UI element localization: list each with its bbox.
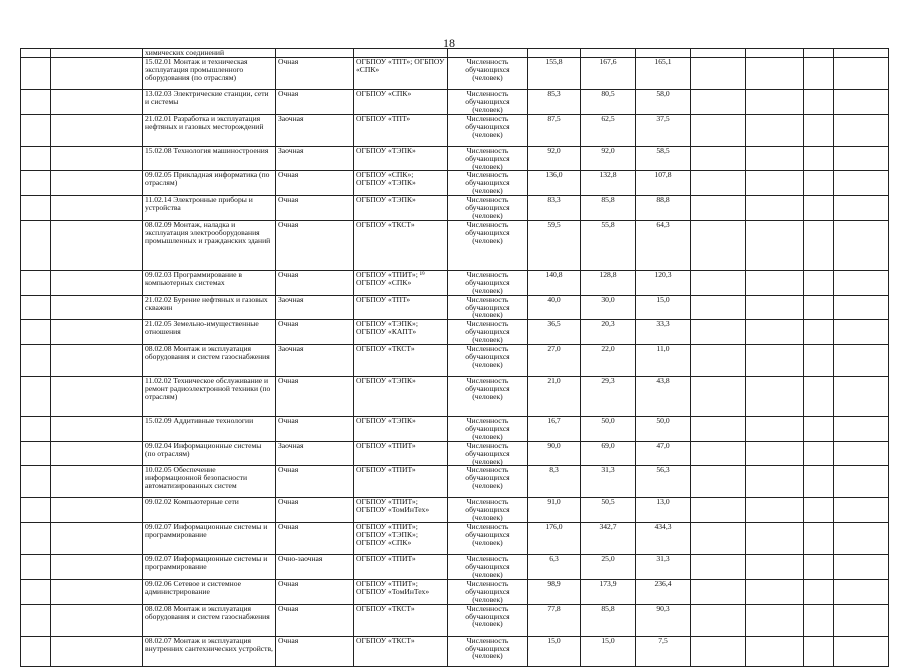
empty-cell bbox=[691, 220, 746, 270]
table-row bbox=[21, 636, 889, 666]
value-cell: 176,0 bbox=[528, 523, 581, 555]
organization-cell: ОГБПОУ «ТКСТ» bbox=[354, 636, 448, 666]
empty-cell bbox=[834, 345, 889, 377]
value-cell: 62,5 bbox=[581, 114, 636, 146]
study-form-cell: Очная bbox=[276, 498, 354, 523]
indicator-cell: Численность обучающихся (человек) bbox=[448, 441, 528, 466]
indicator-cell: Численность обучающихся (человек) bbox=[448, 220, 528, 270]
indicator-cell: Численность обучающихся (человек) bbox=[448, 196, 528, 221]
table-row bbox=[21, 220, 889, 270]
organization-cell: ОГБПОУ «СПК»; ОГБПОУ «ТЭПК» bbox=[354, 171, 448, 196]
value-cell: 6,3 bbox=[528, 555, 581, 580]
study-form-cell: Очная bbox=[276, 320, 354, 345]
empty-cell bbox=[834, 270, 889, 295]
program-name-cell: 21.02.01 Разработка и эксплуатация нефтяных и газовых месторождений bbox=[143, 114, 276, 146]
empty-cell bbox=[804, 417, 834, 442]
empty-cell bbox=[691, 320, 746, 345]
empty-cell bbox=[804, 146, 834, 171]
margin-cell bbox=[21, 90, 51, 115]
margin-cell bbox=[51, 90, 143, 115]
empty-cell bbox=[691, 295, 746, 320]
value-cell: 50,5 bbox=[581, 498, 636, 523]
value-cell: 98,9 bbox=[528, 579, 581, 604]
study-form-cell: Очная bbox=[276, 579, 354, 604]
value-cell: 83,3 bbox=[528, 196, 581, 221]
value-cell: 91,0 bbox=[528, 498, 581, 523]
margin-cell bbox=[51, 345, 143, 377]
margin-cell bbox=[21, 466, 51, 498]
program-name-cell: 11.02.02 Техническое обслуживание и ремонт радиоэлектронной техники (по отраслям) bbox=[143, 377, 276, 417]
empty-cell bbox=[804, 270, 834, 295]
empty-cell bbox=[804, 114, 834, 146]
study-form-cell: Очно-заочная bbox=[276, 555, 354, 580]
margin-cell bbox=[21, 441, 51, 466]
table-row bbox=[21, 320, 889, 345]
empty-cell bbox=[804, 579, 834, 604]
study-form-cell: Заочная bbox=[276, 295, 354, 320]
value-cell: 90,0 bbox=[528, 441, 581, 466]
table-row bbox=[21, 90, 889, 115]
empty-cell bbox=[804, 90, 834, 115]
empty-cell bbox=[691, 498, 746, 523]
empty-cell bbox=[834, 604, 889, 636]
value-cell: 58,0 bbox=[636, 90, 691, 115]
margin-cell bbox=[51, 377, 143, 417]
organization-cell: ОГБПОУ «ТЭПК» bbox=[354, 377, 448, 417]
indicator-cell: Численность обучающихся (человек) bbox=[448, 579, 528, 604]
margin-cell bbox=[21, 295, 51, 320]
empty-cell bbox=[804, 466, 834, 498]
empty-cell bbox=[746, 579, 804, 604]
value-cell: 80,5 bbox=[581, 90, 636, 115]
program-name-cell: 08.02.09 Монтаж, наладка и эксплуатация электрооборудования промышленных и гражданских зданий bbox=[143, 220, 276, 270]
empty-cell bbox=[691, 579, 746, 604]
empty-cell bbox=[746, 345, 804, 377]
empty-cell bbox=[691, 417, 746, 442]
margin-cell bbox=[51, 58, 143, 90]
page-number: 18 bbox=[443, 36, 455, 50]
value-cell: 22,0 bbox=[581, 345, 636, 377]
organization-cell: ОГБПОУ «ТЭПК» bbox=[354, 417, 448, 442]
value-cell: 21,0 bbox=[528, 377, 581, 417]
value-cell: 136,0 bbox=[528, 171, 581, 196]
empty-cell bbox=[746, 555, 804, 580]
value-cell: 40,0 bbox=[528, 295, 581, 320]
empty-cell bbox=[746, 58, 804, 90]
empty-cell bbox=[834, 295, 889, 320]
study-form-cell: Заочная bbox=[276, 441, 354, 466]
organization-cell: ОГБПОУ «ТПТ» bbox=[354, 114, 448, 146]
empty-cell bbox=[746, 171, 804, 196]
margin-cell bbox=[21, 146, 51, 171]
empty-cell bbox=[691, 58, 746, 90]
program-name-cell: химических соединений bbox=[143, 49, 276, 58]
empty-cell bbox=[834, 377, 889, 417]
margin-cell bbox=[21, 523, 51, 555]
indicator-cell: Численность обучающихся (человек) bbox=[448, 636, 528, 666]
empty-cell bbox=[834, 196, 889, 221]
empty-cell bbox=[804, 295, 834, 320]
margin-cell bbox=[51, 114, 143, 146]
value-cell: 15,0 bbox=[636, 295, 691, 320]
empty-cell bbox=[804, 196, 834, 221]
organization-cell: ОГБПОУ «ТПТ»; ОГБПОУ «СПК» bbox=[354, 58, 448, 90]
value-cell: 85,8 bbox=[581, 196, 636, 221]
indicator-cell: Численность обучающихся (человек) bbox=[448, 417, 528, 442]
value-cell: 56,3 bbox=[636, 466, 691, 498]
program-name-cell: 08.02.08 Монтаж и эксплуатация оборудования и систем газоснабжения bbox=[143, 604, 276, 636]
organization-cell: ОГБПОУ «ТЭПК» bbox=[354, 146, 448, 171]
empty-cell bbox=[834, 146, 889, 171]
empty-cell bbox=[804, 441, 834, 466]
program-name-cell: 09.02.07 Информационные системы и программирование bbox=[143, 555, 276, 580]
value-cell: 69,0 bbox=[581, 441, 636, 466]
margin-cell bbox=[51, 270, 143, 295]
value-cell: 342,7 bbox=[581, 523, 636, 555]
empty-cell bbox=[834, 220, 889, 270]
empty-cell bbox=[834, 58, 889, 90]
empty-cell bbox=[691, 114, 746, 146]
study-form-cell: Очная bbox=[276, 58, 354, 90]
value-cell: 37,5 bbox=[636, 114, 691, 146]
value-cell: 55,8 bbox=[581, 220, 636, 270]
value-cell: 128,8 bbox=[581, 270, 636, 295]
empty-cell bbox=[804, 220, 834, 270]
value-cell: 132,8 bbox=[581, 171, 636, 196]
empty-cell bbox=[691, 196, 746, 221]
empty-cell bbox=[804, 523, 834, 555]
value-cell: 64,3 bbox=[636, 220, 691, 270]
program-name-cell: 21.02.05 Земельно-имущественные отношения bbox=[143, 320, 276, 345]
value-cell: 15,0 bbox=[528, 636, 581, 666]
margin-cell bbox=[21, 345, 51, 377]
value-cell: 31,3 bbox=[581, 466, 636, 498]
empty-cell bbox=[746, 196, 804, 221]
empty-cell bbox=[691, 523, 746, 555]
organization-cell: ОГБПОУ «ТКСТ» bbox=[354, 604, 448, 636]
value-cell: 36,5 bbox=[528, 320, 581, 345]
margin-cell bbox=[51, 196, 143, 221]
indicator-cell: Численность обучающихся (человек) bbox=[448, 320, 528, 345]
empty-cell bbox=[834, 555, 889, 580]
table-row bbox=[21, 604, 889, 636]
table-row bbox=[21, 555, 889, 580]
margin-cell bbox=[21, 555, 51, 580]
empty-cell bbox=[746, 320, 804, 345]
empty-cell bbox=[834, 90, 889, 115]
empty-cell bbox=[746, 498, 804, 523]
empty-cell bbox=[746, 295, 804, 320]
program-name-cell: 09.02.07 Информационные системы и программирование bbox=[143, 523, 276, 555]
margin-cell bbox=[51, 220, 143, 270]
indicator-cell: Численность обучающихся (человек) bbox=[448, 498, 528, 523]
margin-cell bbox=[51, 636, 143, 666]
empty-cell bbox=[746, 466, 804, 498]
value-cell: 173,9 bbox=[581, 579, 636, 604]
empty-cell bbox=[834, 466, 889, 498]
study-form-cell: Очная bbox=[276, 196, 354, 221]
empty-cell bbox=[834, 579, 889, 604]
program-name-cell: 15.02.08 Технология машиностроения bbox=[143, 146, 276, 171]
study-form-cell: Очная bbox=[276, 604, 354, 636]
margin-cell bbox=[21, 196, 51, 221]
empty-cell bbox=[834, 417, 889, 442]
margin-cell bbox=[21, 377, 51, 417]
value-cell: 31,3 bbox=[636, 555, 691, 580]
empty-cell bbox=[804, 320, 834, 345]
table-row bbox=[21, 270, 889, 295]
table-row bbox=[21, 146, 889, 171]
table-row bbox=[21, 417, 889, 442]
empty-cell bbox=[804, 555, 834, 580]
indicator-cell: Численность обучающихся (человек) bbox=[448, 90, 528, 115]
empty-cell bbox=[691, 555, 746, 580]
indicator-cell: Численность обучающихся (человек) bbox=[448, 58, 528, 90]
value-cell: 92,0 bbox=[581, 146, 636, 171]
margin-cell bbox=[51, 146, 143, 171]
value-cell: 27,0 bbox=[528, 345, 581, 377]
empty-cell bbox=[834, 523, 889, 555]
program-name-cell: 10.02.05 Обеспечение информационной безопасности автоматизированных систем bbox=[143, 466, 276, 498]
empty-cell bbox=[691, 604, 746, 636]
empty-cell bbox=[804, 377, 834, 417]
table-row bbox=[21, 49, 889, 58]
organization-cell: ОГБПОУ «ТПИТ»; ¹⁹ ОГБПОУ «СПК» bbox=[354, 270, 448, 295]
empty-cell bbox=[691, 466, 746, 498]
organization-cell: ОГБПОУ «ТПИТ»; ОГБПОУ «ТомИнТех» bbox=[354, 579, 448, 604]
empty-cell bbox=[804, 58, 834, 90]
organization-cell: ОГБПОУ «ТКСТ» bbox=[354, 220, 448, 270]
value-cell: 88,8 bbox=[636, 196, 691, 221]
value-cell: 43,8 bbox=[636, 377, 691, 417]
margin-cell bbox=[21, 114, 51, 146]
program-name-cell: 09.02.04 Информационные системы (по отраслям) bbox=[143, 441, 276, 466]
empty-cell bbox=[834, 320, 889, 345]
organization-cell: ОГБПОУ «ТПИТ»; ОГБПОУ «ТЭПК»; ОГБПОУ «СПК» bbox=[354, 523, 448, 555]
value-cell: 11,0 bbox=[636, 345, 691, 377]
indicator-cell: Численность обучающихся (человек) bbox=[448, 295, 528, 320]
indicator-cell: Численность обучающихся (человек) bbox=[448, 114, 528, 146]
study-form-cell: Очная bbox=[276, 523, 354, 555]
organization-cell: ОГБПОУ «ТПТ» bbox=[354, 295, 448, 320]
empty-cell bbox=[804, 604, 834, 636]
empty-cell bbox=[746, 523, 804, 555]
organization-cell: ОГБПОУ «ТЭПК»; ОГБПОУ «КАПТ» bbox=[354, 320, 448, 345]
indicator-cell: Численность обучающихся (человек) bbox=[448, 555, 528, 580]
programs-table bbox=[20, 48, 889, 667]
value-cell: 47,0 bbox=[636, 441, 691, 466]
empty-cell bbox=[691, 146, 746, 171]
study-form-cell: Очная bbox=[276, 377, 354, 417]
table-row bbox=[21, 114, 889, 146]
empty-cell bbox=[804, 498, 834, 523]
program-name-cell: 21.02.02 Бурение нефтяных и газовых скважин bbox=[143, 295, 276, 320]
table-row bbox=[21, 58, 889, 90]
empty-cell bbox=[691, 270, 746, 295]
program-name-cell: 09.02.06 Сетевое и системное администрирование bbox=[143, 579, 276, 604]
empty-cell bbox=[834, 171, 889, 196]
study-form-cell: Заочная bbox=[276, 114, 354, 146]
margin-cell bbox=[21, 320, 51, 345]
indicator-cell: Численность обучающихся (человек) bbox=[448, 270, 528, 295]
margin-cell bbox=[51, 498, 143, 523]
value-cell: 92,0 bbox=[528, 146, 581, 171]
value-cell: 87,5 bbox=[528, 114, 581, 146]
study-form-cell: Очная bbox=[276, 220, 354, 270]
empty-cell bbox=[804, 171, 834, 196]
value-cell: 59,5 bbox=[528, 220, 581, 270]
organization-cell: ОГБПОУ «ТКСТ» bbox=[354, 345, 448, 377]
study-form-cell: Очная bbox=[276, 90, 354, 115]
study-form-cell: Очная bbox=[276, 466, 354, 498]
table-row bbox=[21, 171, 889, 196]
margin-cell bbox=[51, 441, 143, 466]
value-cell: 90,3 bbox=[636, 604, 691, 636]
empty-cell bbox=[691, 90, 746, 115]
empty-cell bbox=[746, 604, 804, 636]
margin-cell bbox=[51, 466, 143, 498]
value-cell: 85,8 bbox=[581, 604, 636, 636]
empty-cell bbox=[746, 90, 804, 115]
empty-cell bbox=[834, 114, 889, 146]
margin-cell bbox=[21, 270, 51, 295]
empty-cell bbox=[746, 377, 804, 417]
indicator-cell: Численность обучающихся (человек) bbox=[448, 171, 528, 196]
margin-cell bbox=[21, 220, 51, 270]
value-cell: 13,0 bbox=[636, 498, 691, 523]
empty-cell bbox=[691, 441, 746, 466]
program-name-cell: 09.02.05 Прикладная информатика (по отраслям) bbox=[143, 171, 276, 196]
value-cell: 25,0 bbox=[581, 555, 636, 580]
margin-cell bbox=[51, 171, 143, 196]
study-form-cell: Очная bbox=[276, 171, 354, 196]
margin-cell bbox=[21, 636, 51, 666]
organization-cell: ОГБПОУ «ТЭПК» bbox=[354, 196, 448, 221]
margin-cell bbox=[51, 295, 143, 320]
margin-cell bbox=[51, 604, 143, 636]
empty-cell bbox=[691, 377, 746, 417]
value-cell: 50,0 bbox=[636, 417, 691, 442]
empty-cell bbox=[834, 441, 889, 466]
value-cell: 107,8 bbox=[636, 171, 691, 196]
margin-cell bbox=[21, 604, 51, 636]
empty-cell bbox=[834, 636, 889, 666]
study-form-cell: Заочная bbox=[276, 345, 354, 377]
value-cell: 8,3 bbox=[528, 466, 581, 498]
value-cell: 434,3 bbox=[636, 523, 691, 555]
program-name-cell: 08.02.08 Монтаж и эксплуатация оборудования и систем газоснабжения bbox=[143, 345, 276, 377]
indicator-cell: Численность обучающихся (человек) bbox=[448, 523, 528, 555]
value-cell: 167,6 bbox=[581, 58, 636, 90]
program-name-cell: 11.02.14 Электронные приборы и устройства bbox=[143, 196, 276, 221]
organization-cell: ОГБПОУ «ТПИТ» bbox=[354, 441, 448, 466]
program-name-cell: 08.02.07 Монтаж и эксплуатация внутренних сантехнических устройств, bbox=[143, 636, 276, 666]
program-name-cell: 09.02.02 Компьютерные сети bbox=[143, 498, 276, 523]
empty-cell bbox=[746, 114, 804, 146]
program-name-cell: 15.02.09 Аддитивные технологии bbox=[143, 417, 276, 442]
table-row bbox=[21, 377, 889, 417]
empty-cell bbox=[746, 220, 804, 270]
value-cell: 140,8 bbox=[528, 270, 581, 295]
study-form-cell: Очная bbox=[276, 270, 354, 295]
value-cell: 16,7 bbox=[528, 417, 581, 442]
indicator-cell: Численность обучающихся (человек) bbox=[448, 146, 528, 171]
value-cell: 236,4 bbox=[636, 579, 691, 604]
margin-cell bbox=[21, 498, 51, 523]
margin-cell bbox=[21, 579, 51, 604]
indicator-cell: Численность обучающихся (человек) bbox=[448, 466, 528, 498]
margin-cell bbox=[21, 58, 51, 90]
study-form-cell: Очная bbox=[276, 417, 354, 442]
value-cell: 7,5 bbox=[636, 636, 691, 666]
table-row bbox=[21, 295, 889, 320]
margin-cell bbox=[51, 555, 143, 580]
empty-cell bbox=[804, 636, 834, 666]
indicator-cell: Численность обучающихся (человек) bbox=[448, 345, 528, 377]
empty-cell bbox=[746, 636, 804, 666]
empty-cell bbox=[834, 498, 889, 523]
margin-cell bbox=[21, 171, 51, 196]
empty-cell bbox=[804, 345, 834, 377]
value-cell: 33,3 bbox=[636, 320, 691, 345]
organization-cell: ОГБПОУ «СПК» bbox=[354, 90, 448, 115]
empty-cell bbox=[746, 441, 804, 466]
margin-cell bbox=[51, 320, 143, 345]
indicator-cell: Численность обучающихся (человек) bbox=[448, 604, 528, 636]
value-cell: 30,0 bbox=[581, 295, 636, 320]
table-row bbox=[21, 579, 889, 604]
program-name-cell: 09.02.03 Программирование в компьютерных системах bbox=[143, 270, 276, 295]
value-cell: 120,3 bbox=[636, 270, 691, 295]
organization-cell: ОГБПОУ «ТПИТ» bbox=[354, 466, 448, 498]
value-cell: 155,8 bbox=[528, 58, 581, 90]
empty-cell bbox=[691, 345, 746, 377]
program-name-cell: 15.02.01 Монтаж и техническая эксплуатация промышленного оборудования (по отраслям) bbox=[143, 58, 276, 90]
study-form-cell: Заочная bbox=[276, 146, 354, 171]
indicator-cell: Численность обучающихся (человек) bbox=[448, 377, 528, 417]
value-cell: 58,5 bbox=[636, 146, 691, 171]
empty-cell bbox=[746, 270, 804, 295]
margin-cell bbox=[51, 417, 143, 442]
organization-cell: ОГБПОУ «ТПИТ»; ОГБПОУ «ТомИнТех» bbox=[354, 498, 448, 523]
table-row bbox=[21, 441, 889, 466]
table-row bbox=[21, 498, 889, 523]
program-name-cell: 13.02.03 Электрические станции, сети и системы bbox=[143, 90, 276, 115]
value-cell: 85,3 bbox=[528, 90, 581, 115]
empty-cell bbox=[691, 636, 746, 666]
value-cell: 15,0 bbox=[581, 636, 636, 666]
table-row bbox=[21, 523, 889, 555]
empty-cell bbox=[746, 146, 804, 171]
study-form-cell: Очная bbox=[276, 636, 354, 666]
empty-cell bbox=[746, 417, 804, 442]
value-cell: 77,8 bbox=[528, 604, 581, 636]
organization-cell: ОГБПОУ «ТПИТ» bbox=[354, 555, 448, 580]
value-cell: 50,0 bbox=[581, 417, 636, 442]
table-row bbox=[21, 196, 889, 221]
empty-cell bbox=[691, 171, 746, 196]
margin-cell bbox=[51, 579, 143, 604]
value-cell: 165,1 bbox=[636, 58, 691, 90]
value-cell: 20,3 bbox=[581, 320, 636, 345]
value-cell: 29,3 bbox=[581, 377, 636, 417]
table-row bbox=[21, 466, 889, 498]
margin-cell bbox=[51, 523, 143, 555]
table-row bbox=[21, 345, 889, 377]
margin-cell bbox=[21, 417, 51, 442]
